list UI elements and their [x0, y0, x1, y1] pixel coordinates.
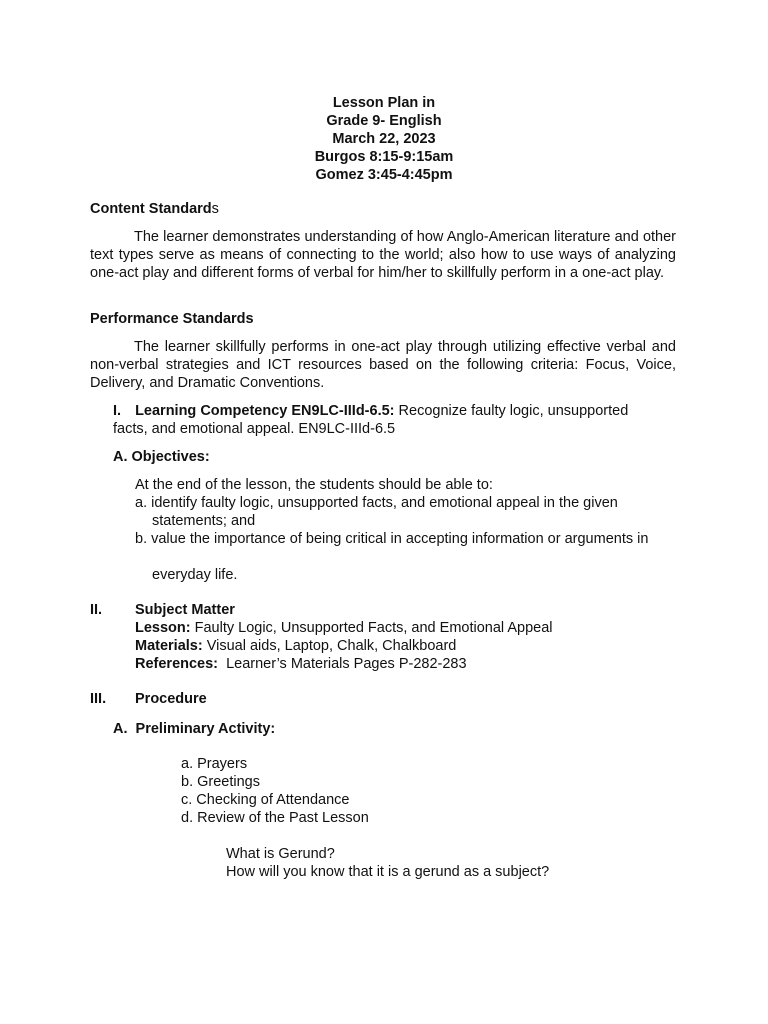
preliminary-activity-heading: A. Preliminary Activity:	[113, 721, 276, 737]
list-item-prayers: a. Prayers	[181, 756, 248, 772]
content-standards-paragraph	[90, 228, 676, 283]
references-label: References:	[135, 656, 219, 672]
section-ii-numeral: II.	[90, 602, 103, 618]
references-value: Learner’s Materials Pages P-282-283	[218, 656, 467, 672]
materials-value: Visual aids, Laptop, Chalk, Chalkboard	[202, 638, 457, 654]
objective-b-line-1: b. value the importance of being critical in accepting information or arguments in	[135, 531, 649, 547]
lesson-row	[135, 619, 553, 637]
objective-a-line-1: a. identify faulty logic, unsupported facts, and emotional appeal in the given	[135, 495, 618, 511]
content-standards-text: The learner demonstrates understanding of how Anglo-American literature and other text types serve as means of connecting to the world; also how to use ways of analyzing one-act play and different forms of verbal for him/her to skillfully perform in a one-act play.	[90, 229, 676, 282]
question-gerund: What is Gerund?	[226, 846, 335, 862]
content-standards-heading-bold: Content Standard	[90, 201, 212, 217]
content-standards-heading-tail: s	[211, 201, 219, 217]
section-i-numeral: I.	[113, 403, 122, 419]
learning-competency-line-1	[113, 402, 628, 420]
materials-label: Materials:	[135, 638, 203, 654]
learning-competency-label: Learning Competency EN9LC-IIId-6.5:	[135, 403, 395, 419]
objective-b-line-2: everyday life.	[152, 567, 238, 583]
performance-standards-text: The learner skillfully performs in one-act play through utilizing effective verbal and non-verbal strategies and ICT resources based on the following criteria: Focus, Voice, Delivery, and Dramatic Conventions.	[90, 339, 676, 392]
title-line-1: Lesson Plan in	[332, 95, 436, 111]
learning-competency-text-1: Recognize faulty logic, unsupported	[394, 403, 629, 419]
lesson-value: Faulty Logic, Unsupported Facts, and Emotional Appeal	[190, 620, 553, 636]
subject-matter-heading: Subject Matter	[135, 602, 235, 618]
title-line-5: Gomez 3:45-4:45pm	[315, 167, 453, 183]
section-iii-numeral: III.	[90, 691, 107, 707]
title-line-2: Grade 9- English	[326, 113, 442, 129]
performance-standards-heading: Performance Standards	[90, 311, 254, 327]
title-line-3: March 22, 2023	[332, 131, 436, 147]
list-item-review: d. Review of the Past Lesson	[181, 810, 369, 826]
lesson-label: Lesson:	[135, 620, 191, 636]
list-item-attendance: c. Checking of Attendance	[181, 792, 350, 808]
content-standards-heading	[90, 200, 219, 218]
performance-standards-paragraph	[90, 338, 676, 393]
materials-row	[135, 637, 456, 655]
references-row	[135, 655, 467, 673]
list-item-greetings: b. Greetings	[181, 774, 260, 790]
objective-a-line-2: statements; and	[152, 513, 256, 529]
question-gerund-subject: How will you know that it is a gerund as a subject?	[226, 864, 550, 880]
objectives-intro: At the end of the lesson, the students should be able to:	[135, 477, 493, 493]
objectives-heading: A. Objectives:	[113, 449, 210, 465]
document-title-block	[0, 94, 768, 184]
learning-competency-line-2: facts, and emotional appeal. EN9LC-IIId-6.5	[113, 421, 396, 437]
procedure-heading: Procedure	[135, 691, 207, 707]
title-line-4: Burgos 8:15-9:15am	[314, 149, 454, 165]
